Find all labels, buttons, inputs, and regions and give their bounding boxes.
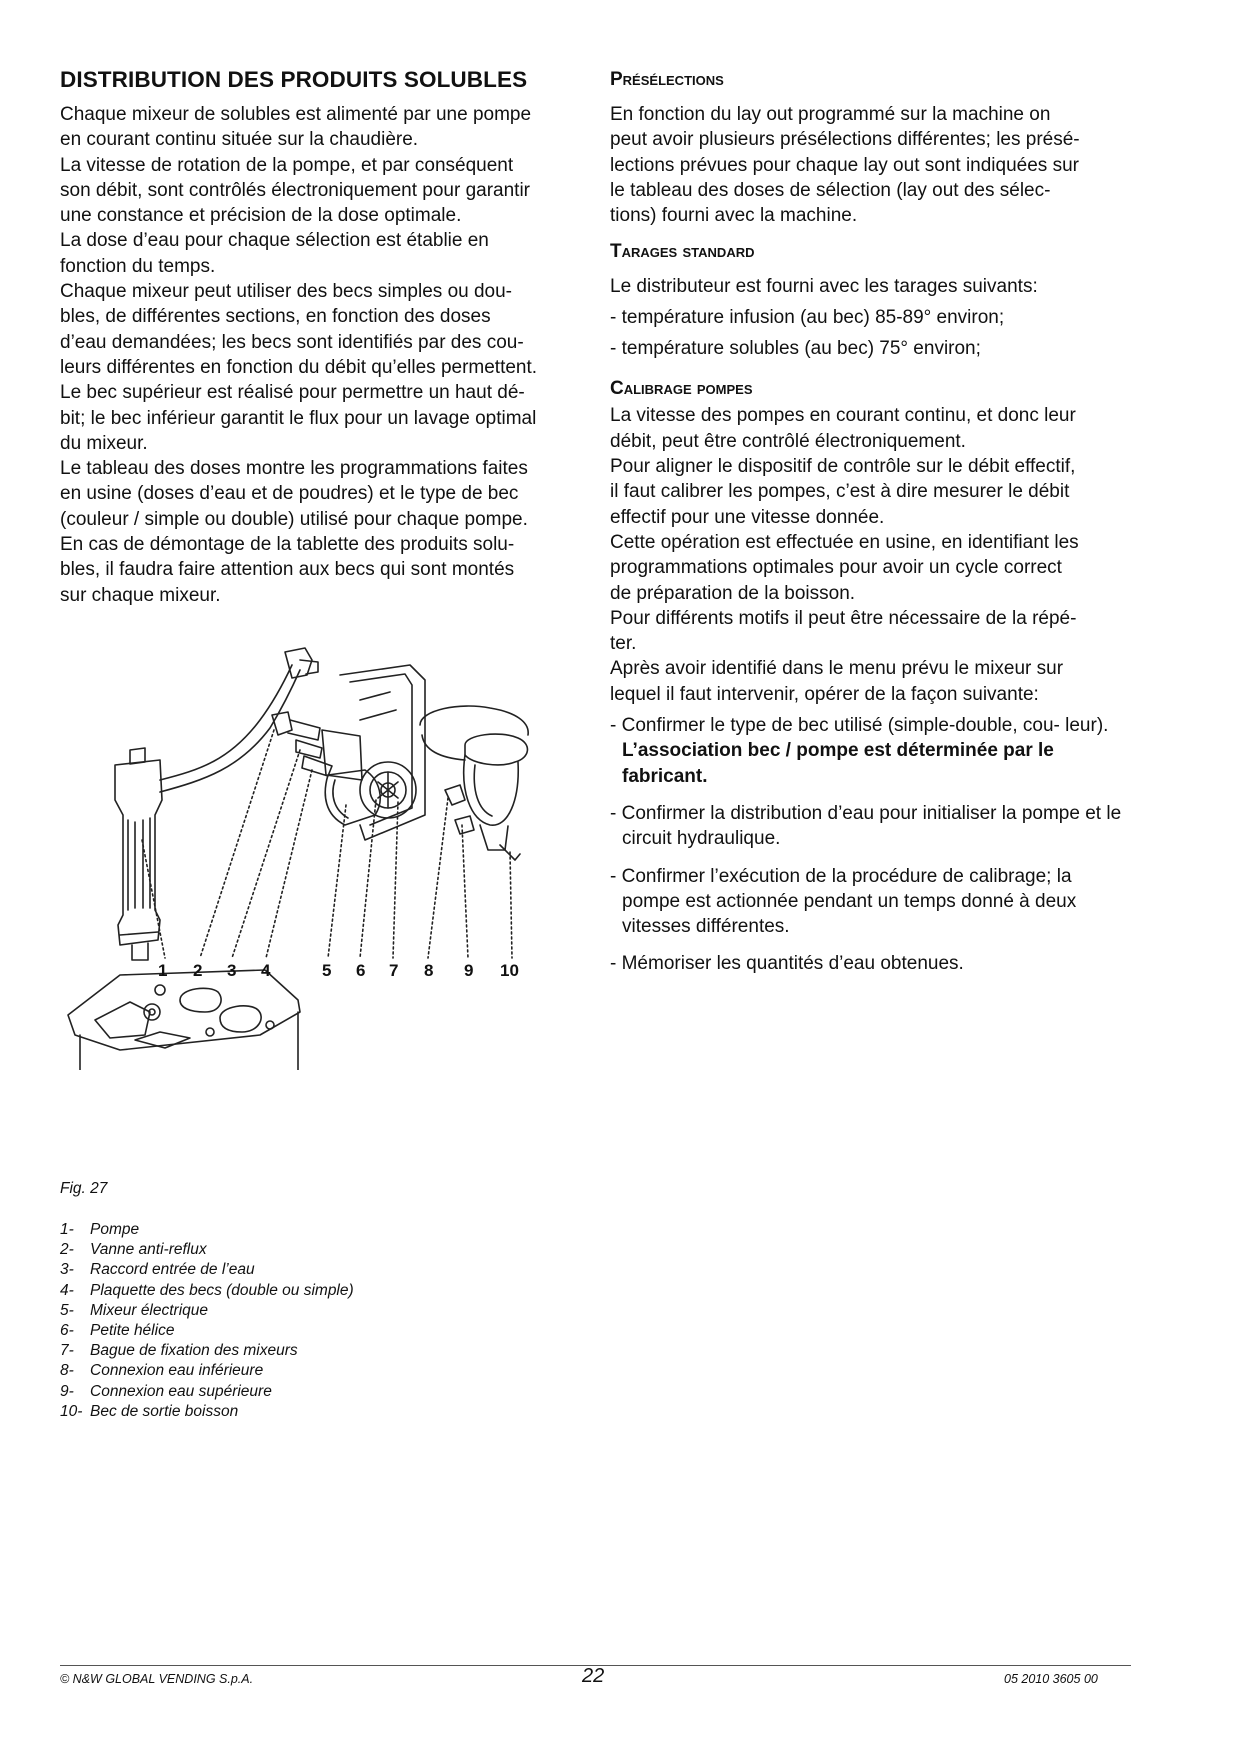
left-column <box>60 66 590 608</box>
legend-text: Connexion eau inférieure <box>90 1362 264 1380</box>
calibrage-step <box>610 864 1130 940</box>
text-line: lections prévues pour chaque lay out sont indiquées sur <box>610 154 1079 176</box>
text-line: En cas de démontage de la tablette des produits solu- <box>60 534 515 556</box>
text-line: (couleur / simple ou double) utilisé pour chaque pompe. <box>60 508 528 530</box>
legend-num: 8- <box>60 1362 74 1380</box>
text-line: du mixeur. <box>60 432 148 454</box>
legend-text: Plaquette des becs (double ou simple) <box>90 1281 354 1299</box>
text-line: lequel il faut intervenir, opérer de la façon suivante: <box>610 683 1039 705</box>
text-line: sur chaque mixeur. <box>60 584 221 606</box>
text-line: Le bec supérieur est réalisé pour permettre un haut dé- <box>60 382 525 404</box>
text-line: Cette opération est effectuée en usine, en identifiant les <box>610 531 1079 553</box>
calibrage-heading: Calibrage pompes <box>610 378 753 400</box>
legend-item <box>60 1260 580 1280</box>
callout-label: 8 <box>424 961 434 980</box>
legend-item <box>60 1220 580 1240</box>
text-line: tions) fourni avec la machine. <box>610 205 858 227</box>
text-line: d’eau demandées; les becs sont identifiés par des cou- <box>60 331 524 353</box>
callout-label: 1 <box>158 961 168 980</box>
document-code: 05 2010 3605 00 <box>1004 1672 1098 1686</box>
text-line: de préparation de la boisson. <box>610 582 856 604</box>
calibrage-step <box>610 713 1130 789</box>
step-bold: L’association bec / pompe est déterminée par le fabricant. <box>622 740 1054 787</box>
calibrage-body <box>610 403 1130 707</box>
legend-item <box>60 1321 580 1341</box>
text-line: leurs différentes en fonction du débit qu’elles permettent. <box>60 356 538 378</box>
legend-item <box>60 1240 580 1260</box>
text-line: ter. <box>610 633 637 655</box>
legend-item <box>60 1341 580 1361</box>
legend-num: 3- <box>60 1261 74 1279</box>
mixer-assembly-drawing <box>60 640 600 1070</box>
text-line: Pour différents motifs il peut être nécessaire de la répé- <box>610 607 1077 629</box>
text-line: son débit, sont contrôlés électroniquement pour garantir <box>60 179 530 201</box>
text-line: Après avoir identifié dans le menu prévu le mixeur sur <box>610 658 1064 680</box>
legend-text: Pompe <box>90 1221 140 1238</box>
legend-item <box>60 1301 580 1321</box>
legend-num: 1- <box>60 1221 74 1238</box>
legend-num: 2- <box>60 1241 74 1259</box>
text-line: il faut calibrer les pompes, c’est à dire mesurer le débit <box>610 481 1070 503</box>
tarages-heading: Tarages standard <box>610 241 755 263</box>
calibrage-step <box>610 951 1130 976</box>
text-line: Chaque mixeur de solubles est alimenté par une pompe <box>60 104 532 125</box>
text-line: bles, il faudra faire attention aux becs qui sont montés <box>60 559 515 581</box>
callout-label: 2 <box>193 961 203 980</box>
right-column <box>610 66 1130 989</box>
footer-copyright: © N&W GLOBAL VENDING S.p.A. <box>60 1672 254 1686</box>
calibrage-step <box>610 801 1130 852</box>
legend-num: 5- <box>60 1301 74 1319</box>
text-line: peut avoir plusieurs présélections différentes; les présé- <box>610 129 1080 151</box>
text-line: bles, de différentes sections, en fonction des doses <box>60 306 491 328</box>
text-line: Pour aligner le dispositif de contrôle sur le débit effectif, <box>610 456 1076 478</box>
legend-item <box>60 1402 580 1422</box>
text-line: en usine (doses d’eau et de poudres) et le type de bec <box>60 483 519 505</box>
figure-caption: Fig. 27 <box>60 1180 108 1197</box>
legend-num: 7- <box>60 1342 74 1360</box>
text-line: La vitesse des pompes en courant continu, et donc leur <box>610 405 1076 427</box>
step-text: - Mémoriser les quantités d’eau obtenues. <box>610 953 964 975</box>
legend-text: Connexion eau supérieure <box>90 1382 272 1400</box>
text-line: La dose d’eau pour chaque sélection est établie en <box>60 230 489 252</box>
legend-item <box>60 1361 580 1381</box>
preselections-heading: Présélections <box>610 69 724 90</box>
text-line: fonction du temps. <box>60 255 216 277</box>
legend-item <box>60 1281 580 1301</box>
legend-num: 6- <box>60 1322 74 1340</box>
legend-text: Bague de fixation des mixeurs <box>90 1342 298 1360</box>
legend-num: 4- <box>60 1281 74 1299</box>
callout-label: 10 <box>500 961 519 980</box>
step-text: - Confirmer l’exécution de la procédure de calibrage; la pompe est actionnée pendant un temps donné à deux vitesses différentes. <box>610 865 1077 938</box>
legend-text: Mixeur électrique <box>90 1301 209 1319</box>
legend-item <box>60 1382 580 1402</box>
legend-num: 10- <box>60 1402 83 1420</box>
callout-label: 3 <box>227 961 237 980</box>
step-text: - Confirmer le type de bec utilisé (simple-double, cou- leur). <box>610 715 1109 737</box>
tarages-item: - température infusion (au bec) 85-89° environ; <box>610 307 1005 329</box>
mixer-assembly-figure <box>60 640 600 1070</box>
text-line: bit; le bec inférieur garantit le flux pour un lavage optimal <box>60 407 537 429</box>
legend-text: Bec de sortie boisson <box>90 1402 239 1420</box>
legend-num: 9- <box>60 1382 74 1400</box>
text-line: Chaque mixeur peut utiliser des becs simples ou dou- <box>60 281 513 303</box>
text-line: le tableau des doses de sélection (lay out des sélec- <box>610 179 1051 201</box>
step-text: - Confirmer la distribution d’eau pour initialiser la pompe et le circuit hydraulique. <box>610 802 1122 850</box>
callout-label: 9 <box>464 961 474 980</box>
text-line: une constance et précision de la dose optimale. <box>60 205 462 227</box>
legend-text: Vanne anti-reflux <box>90 1241 207 1259</box>
callout-label: 6 <box>356 961 366 980</box>
legend-text: Petite hélice <box>90 1322 175 1340</box>
callout-label: 4 <box>261 961 271 980</box>
text-line: Le tableau des doses montre les programmations faites <box>60 458 528 480</box>
page-number: 22 <box>582 1665 605 1687</box>
section-title: DISTRIBUTION DES PRODUITS SOLUBLES <box>60 67 528 92</box>
callout-label: 5 <box>322 961 332 980</box>
text-line: En fonction du lay out programmé sur la machine on <box>610 104 1051 125</box>
callout-label: 7 <box>389 961 399 980</box>
preselections-body <box>610 102 1130 228</box>
text-line: La vitesse de rotation de la pompe, et par conséquent <box>60 154 514 176</box>
text-line: effectif pour une vitesse donnée. <box>610 506 885 528</box>
tarages-intro: Le distributeur est fourni avec les tarages suivants: <box>610 276 1038 298</box>
figure-legend <box>60 1220 580 1422</box>
left-body <box>60 102 590 608</box>
tarages-item: - température solubles (au bec) 75° environ; <box>610 338 981 360</box>
legend-text: Raccord entrée de l’eau <box>90 1261 255 1279</box>
text-line: en courant continu située sur la chaudière. <box>60 129 419 151</box>
text-line: débit, peut être contrôlé électroniquement. <box>610 430 966 452</box>
text-line: programmations optimales pour avoir un cycle correct <box>610 557 1062 579</box>
